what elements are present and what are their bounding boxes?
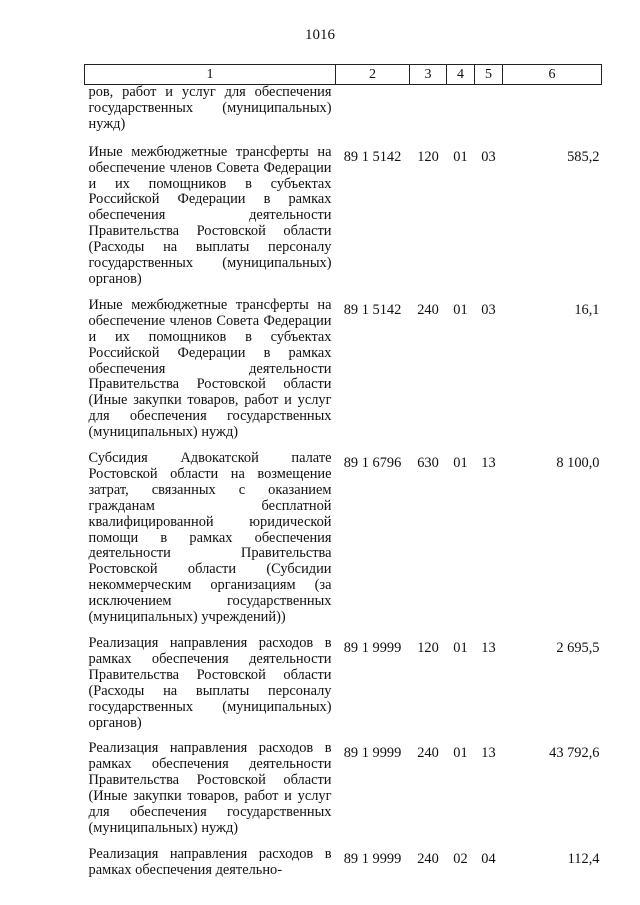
header-col-4: 4 bbox=[447, 65, 475, 85]
section-code: 02 bbox=[453, 850, 468, 867]
table-row bbox=[85, 298, 602, 451]
row-description: Реализация направления расходов в рамках обеспечения деятельности Правительства Ростовской области (Расходы на выплаты персоналу государственных (муниципальных) органов) bbox=[88, 635, 332, 731]
amount: 8 100,0 bbox=[556, 455, 600, 472]
amount: 112,4 bbox=[567, 850, 600, 867]
subsection-code: 03 bbox=[481, 301, 496, 318]
table-header bbox=[85, 65, 602, 85]
section-code: 01 bbox=[453, 640, 468, 656]
target-article-code: 89 1 9999 bbox=[343, 640, 402, 656]
header-col-6: 6 bbox=[503, 65, 602, 85]
budget-table bbox=[84, 64, 602, 889]
row-description: Реализация направления расходов в рамках обеспечения деятельности Правительства Ростовской области (Иные закупки товаров, работ и услуг для обеспечения государственных (муниципальных) нужд) bbox=[88, 740, 332, 836]
target-article-code: 89 1 6796 bbox=[343, 455, 402, 472]
table-row bbox=[85, 847, 602, 889]
target-article-code: 89 1 5142 bbox=[343, 301, 402, 318]
page-number: 1016 bbox=[305, 27, 335, 43]
expense-type-code: 240 bbox=[417, 850, 439, 867]
header-col-5: 5 bbox=[475, 65, 503, 85]
row-description: Иные межбюджетные трансферты на обеспечение членов Совета Федерации и их помощников в субъектах Российской Федерации в рамках обеспечения деятельности Правительства Ростовской области (Расходы на выплаты персоналу государственных (муниципальных) органов) bbox=[88, 143, 332, 287]
table-row-continuation bbox=[85, 85, 602, 145]
target-article-code: 89 1 9999 bbox=[343, 745, 402, 762]
subsection-code: 03 bbox=[481, 148, 496, 165]
section-code: 01 bbox=[453, 745, 468, 762]
expense-type-code: 630 bbox=[417, 455, 439, 472]
subsection-code: 13 bbox=[481, 455, 496, 472]
amount: 16,1 bbox=[574, 301, 600, 318]
row-description: ров, работ и услуг для обеспечения государственных (муниципальных) нужд) bbox=[88, 84, 332, 132]
row-description: Иные межбюджетные трансферты на обеспечение членов Совета Федерации и их помощников в субъектах Российской Федерации в рамках обеспечения деятельности Правительства Ростовской области (Иные закупки товаров, работ и услуг для обеспечения государственных (муниципальных) нужд) bbox=[88, 296, 332, 441]
header-col-1: 1 bbox=[85, 65, 336, 85]
table-row bbox=[85, 145, 602, 298]
amount: 43 792,6 bbox=[549, 745, 600, 762]
table-row bbox=[85, 451, 602, 636]
expense-type-code: 120 bbox=[417, 148, 439, 165]
subsection-code: 04 bbox=[481, 850, 496, 867]
table-row bbox=[85, 741, 602, 846]
amount: 2 695,5 bbox=[556, 640, 600, 656]
expense-type-code: 120 bbox=[417, 640, 439, 656]
row-description: Субсидия Адвокатской палате Ростовской области на возмещение затрат, связанных с оказанием гражданам бесплатной квалифицированной юридической помощи в рамках обеспечения деятельности Правительства Ростовской области (Субсидии некоммерческим организациям (за исключением государственных (муниципальных) учреждений)) bbox=[88, 450, 332, 626]
section-code: 01 bbox=[453, 301, 468, 318]
header-col-2: 2 bbox=[336, 65, 410, 85]
expense-type-code: 240 bbox=[417, 301, 439, 318]
header-col-3: 3 bbox=[410, 65, 447, 85]
expense-type-code: 240 bbox=[417, 745, 439, 762]
row-description: Реализация направления расходов в рамках обеспечения деятельно- bbox=[88, 845, 332, 878]
amount: 585,2 bbox=[567, 148, 600, 165]
target-article-code: 89 1 5142 bbox=[343, 148, 402, 165]
target-article-code: 89 1 9999 bbox=[343, 850, 402, 867]
section-code: 01 bbox=[453, 148, 468, 165]
subsection-code: 13 bbox=[481, 640, 496, 656]
section-code: 01 bbox=[453, 455, 468, 472]
subsection-code: 13 bbox=[481, 745, 496, 762]
table-row bbox=[85, 636, 602, 741]
